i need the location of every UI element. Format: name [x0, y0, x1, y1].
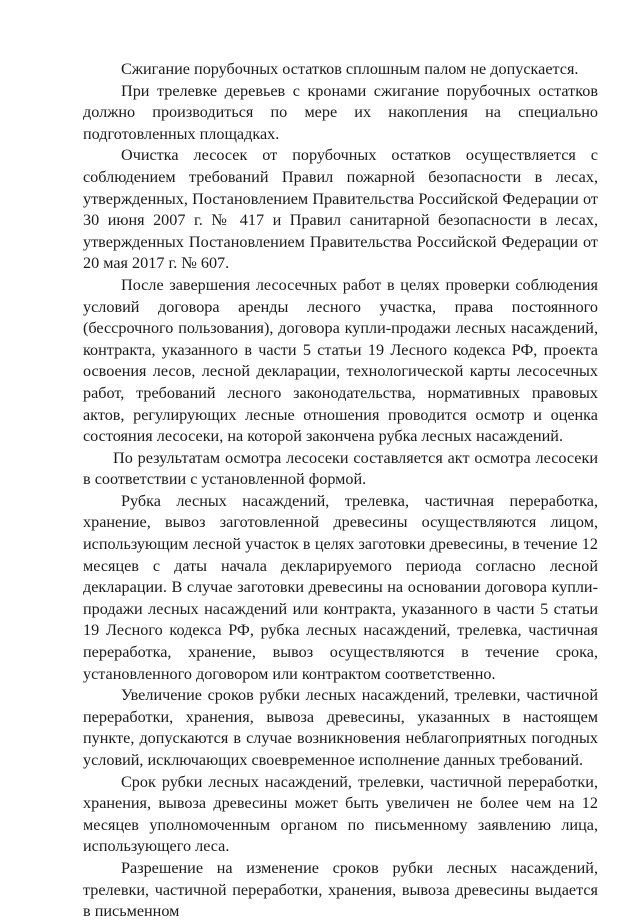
paragraph-2: При трелевке деревьев с кронами сжигание порубочных остатков должно производиться по мере их накопления на специально подготовленных площадках. [83, 81, 598, 143]
paragraph-4: После завершения лесосечных работ в целях проверки соблюдения условий договора аренды лесного участка, права постоянного (бессрочного пользования), договора купли-продажи лесных насаждений, контракта, указанного в части 5 статьи 19 Лесного кодекса РФ, проекта освоения лесов, лесной декларации, технологической карты лесосечных работ, требований лесного законодательства, нормативных правовых актов, регулирующих лесные отношения проводится осмотр и оценка состояния лесосеки, на которой закончена рубка лесных насаждений. [83, 275, 598, 446]
paragraph-1: Сжигание порубочных остатков сплошным палом не допускается. [121, 60, 579, 78]
paragraph-3: Очистка лесосек от порубочных остатков осуществляется с соблюдением требований Правил пожарной безопасности в лесах, утвержденных, Постановлением Правительства Российской Федерации от 30 июня 2007 г. № 417 и Правил санитарной безопасности в лесах, утвержденных Постановлением Правительства Российской Федерации от 20 мая 2017 г. № 607. [83, 146, 598, 273]
paragraph-6: Рубка лесных насаждений, трелевка, частичная переработка, хранение, вывоз заготовленной древесины осуществляются лицом, использующим лесной участок в целях заготовки древесины, в течение 12 месяцев с даты начала декларируемого периода согласно лесной декларации. В случае заготовки древесины на основании договора купли-продажи лесных насаждений или контракта, указанного в части 5 статьи 19 Лесного кодекса РФ, рубка лесных насаждений, трелевка, частичная переработка, хранение, вывоз осуществляются в течение срока, установленного договором или контрактом соответственно. [83, 491, 598, 683]
document-body [83, 59, 598, 923]
paragraph-9: Разрешение на изменение сроков рубки лесных насаждений, трелевки, частичной переработки, хранения, вывоза древесины выдается в письменном [83, 858, 598, 921]
paragraph-8: Срок рубки лесных насаждений, трелевки, частичной переработки, хранения, вывоза древесины может быть увеличен не более чем на 12 месяцев уполномоченным органом по письменному заявлению лица, использующего леса. [83, 772, 598, 856]
paragraph-5: По результатам осмотра лесосеки составляется акт осмотра лесосеки в соответствии с установленной формой. [83, 448, 598, 489]
paragraph-7: Увеличение сроков рубки лесных насаждений, трелевки, частичной переработки, хранения, вывоза древесины, указанных в настоящем пункте, допускаются в случае возникновения неблагоприятных погодных условий, исключающих своевременное исполнение данных требований. [83, 686, 598, 769]
